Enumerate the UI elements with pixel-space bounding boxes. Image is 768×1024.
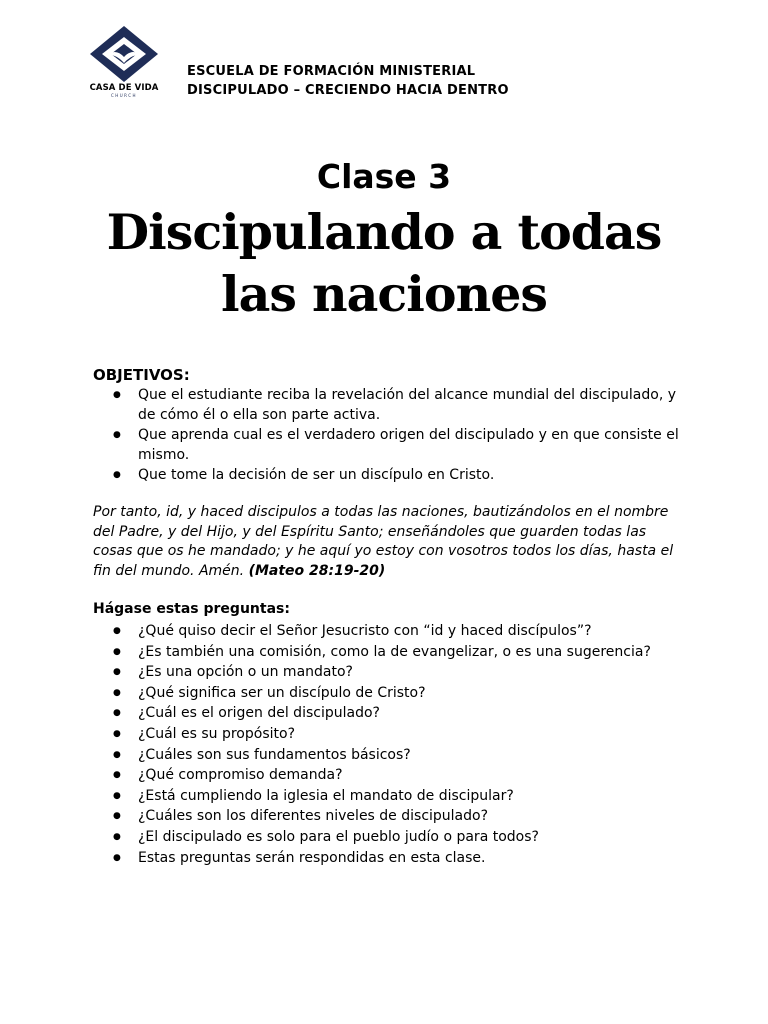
school-header	[187, 62, 509, 100]
page-title-line-2: las naciones	[221, 265, 547, 323]
logo-name: CASA DE VIDA	[89, 83, 159, 93]
course-name: DISCIPULADO – CRECIENDO HACIA DENTRO	[187, 83, 509, 98]
church-logo	[84, 24, 164, 102]
objective-item: ● Que el estudiante reciba la revelación del alcance mundial del discipulado, y de cómo él o ella son parte activa.	[113, 386, 693, 425]
question-item: ● ¿Cuál es el origen del discipulado?	[113, 703, 693, 724]
question-item: ● ¿Qué significa ser un discípulo de Cristo?	[113, 683, 693, 704]
page-title	[0, 201, 768, 325]
objectives-list	[113, 386, 693, 487]
question-item: ● ¿Qué quiso decir el Señor Jesucristo con “id y haced discípulos”?	[113, 621, 693, 642]
question-item: ● ¿Está cumpliendo la iglesia el mandato de discipular?	[113, 786, 693, 807]
scripture-quote	[93, 503, 683, 581]
question-item: ● ¿Es una opción o un mandato?	[113, 662, 693, 683]
questions-heading: Hágase estas preguntas:	[93, 601, 290, 617]
question-item: ● ¿Cuál es su propósito?	[113, 724, 693, 745]
question-item: ● ¿Cuáles son los diferentes niveles de discipulado?	[113, 806, 693, 827]
objective-item: ● Que aprenda cual es el verdadero origen del discipulado y en que consiste el mismo.	[113, 426, 693, 465]
question-item: ● Estas preguntas serán respondidas en esta clase.	[113, 848, 693, 869]
questions-list	[113, 621, 693, 868]
logo-subtitle: CHURCH	[110, 93, 138, 98]
page-title-line-1: Discipulando a todas	[106, 203, 662, 261]
objectives-heading: OBJETIVOS:	[93, 366, 190, 384]
objective-item: ● Que tome la decisión de ser un discípulo en Cristo.	[113, 466, 693, 486]
diamond-dove-icon	[84, 24, 164, 82]
question-item: ● ¿Es también una comisión, como la de evangelizar, o es una sugerencia?	[113, 642, 693, 663]
question-item: ● ¿Cuáles son sus fundamentos básicos?	[113, 745, 693, 766]
scripture-reference: (Mateo 28:19-20)	[248, 562, 386, 579]
question-item: ● ¿Qué compromiso demanda?	[113, 765, 693, 786]
class-number: Clase 3	[316, 157, 452, 196]
question-item: ● ¿El discipulado es solo para el pueblo judío o para todos?	[113, 827, 693, 848]
school-name: ESCUELA DE FORMACIÓN MINISTERIAL	[187, 64, 476, 79]
scripture-text: Por tanto, id, y haced discipulos a todas las naciones, bautizándolos en el nombre del Padre, y del Hijo, y del Espíritu Santo; enseñándoles que guarden todas las cosas que os he mandado; y he aquí yo estoy con vosotros todos los días, hasta el fin del mundo. Amén.	[93, 504, 674, 579]
